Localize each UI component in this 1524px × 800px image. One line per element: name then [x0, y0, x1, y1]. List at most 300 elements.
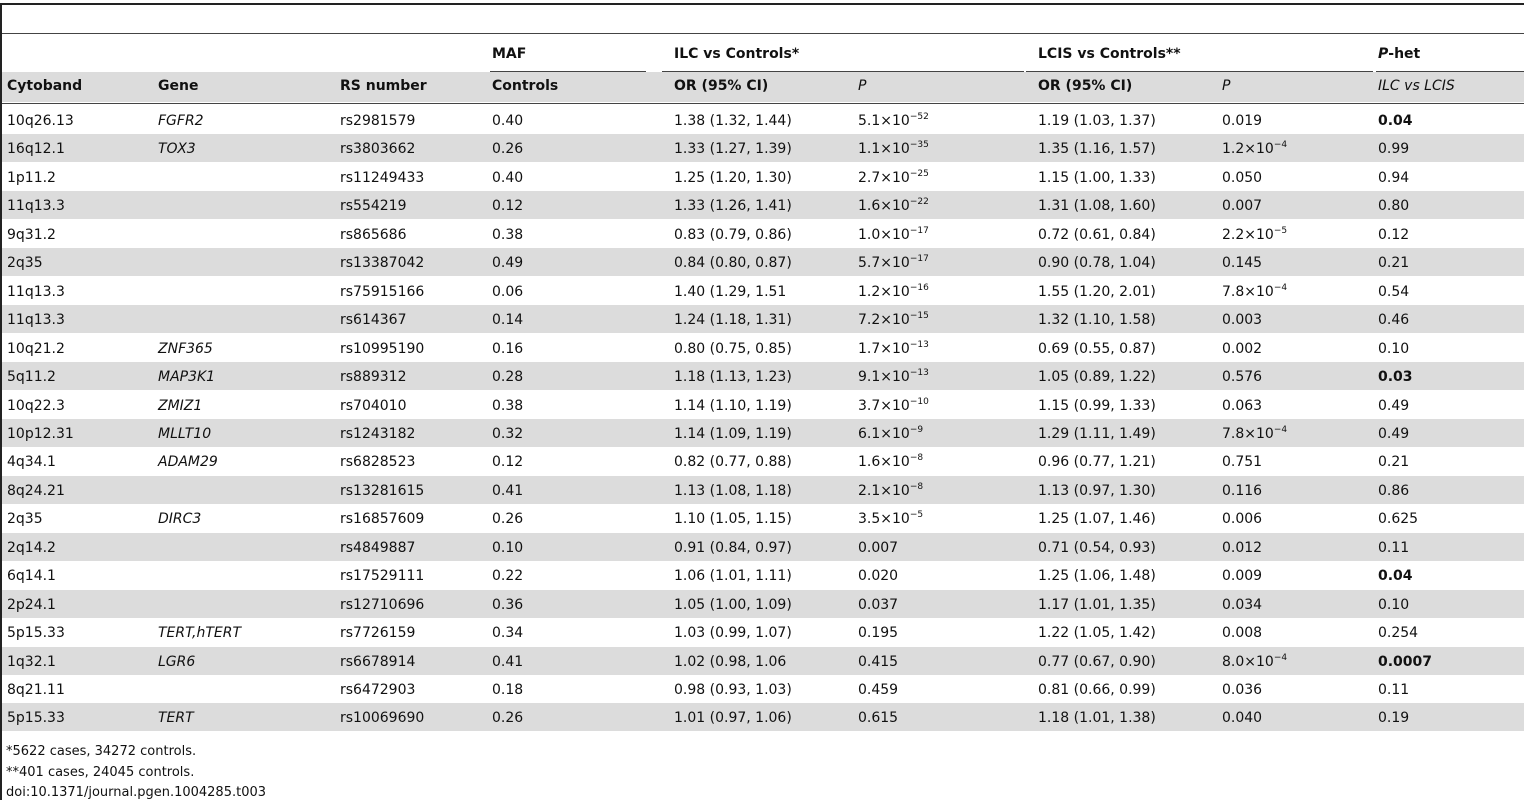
- cell-value: 0.26: [492, 511, 524, 528]
- cell-ilc-p: [858, 426, 923, 442]
- exponent: −35: [909, 140, 929, 151]
- cell-value: 0.012: [1222, 539, 1263, 556]
- exponent: −25: [909, 168, 929, 179]
- cell-maf: [492, 312, 523, 328]
- cell-cytoband: [7, 398, 65, 414]
- cell-value: rs2981579: [340, 113, 416, 129]
- cell-ilc-or: [674, 398, 792, 414]
- cell-ilc-or: [674, 255, 792, 271]
- cell-lcis-or: [1038, 341, 1156, 357]
- cell-ilc-p: [858, 113, 929, 129]
- cell-value: 11q13.3: [7, 312, 65, 329]
- col-lcis-p: P: [1222, 78, 1231, 94]
- cell-cytoband: [7, 710, 65, 726]
- cell-value: 0.576: [1222, 369, 1263, 386]
- cell-value: 0.46: [1378, 312, 1410, 329]
- cell-ilc-p: [858, 511, 923, 527]
- cell-ilc-or: [674, 454, 792, 470]
- cell-maf: [492, 511, 523, 527]
- cell-cytoband: [7, 312, 65, 328]
- cell-value: 1.06 (1.01, 1.11): [674, 568, 792, 585]
- cell-value: 0.14: [492, 312, 524, 329]
- cell-lcis-p: [1222, 597, 1262, 613]
- cell-value: 0.006: [1222, 511, 1263, 528]
- cell-lcis-or: [1038, 369, 1156, 385]
- cell-value: rs4849887: [340, 539, 416, 556]
- cell-ilc-or: [674, 312, 792, 328]
- cell-value: 5.7×10: [858, 255, 910, 272]
- cell-value: LGR6: [158, 653, 196, 670]
- cell-lcis-p: [1222, 198, 1262, 214]
- cell-gene: [158, 113, 204, 129]
- cell-ilc-p: [858, 568, 898, 584]
- cell-lcis-p: [1222, 398, 1262, 414]
- col-ilc-or: OR (95% CI): [674, 78, 769, 94]
- cell-lcis-p: [1222, 113, 1262, 129]
- cell-lcis-p: [1222, 625, 1262, 641]
- cell-ilc-or: [674, 597, 792, 613]
- cell-value: rs865686: [340, 226, 407, 243]
- cell-ilc-or: [674, 341, 792, 357]
- cell-phet: [1378, 597, 1409, 613]
- cell-ilc-p: [858, 198, 929, 214]
- cell-value: 1.29 (1.11, 1.49): [1038, 425, 1156, 442]
- cell-ilc-or: [674, 369, 792, 385]
- cell-value: 1.13 (1.08, 1.18): [674, 482, 792, 499]
- cell-lcis-or: [1038, 312, 1156, 328]
- cell-value: 0.06: [492, 283, 524, 300]
- cell-value: rs3803662: [340, 141, 416, 158]
- rule-phet: [1376, 71, 1524, 72]
- cell-rs: [340, 511, 424, 527]
- cell-rs: [340, 682, 415, 698]
- cell-maf: [492, 568, 523, 584]
- cell-ilc-p: [858, 710, 898, 726]
- col-lcis-or: OR (95% CI): [1038, 78, 1133, 94]
- cell-value: 1.05 (1.00, 1.09): [674, 596, 792, 613]
- cell-rs: [340, 654, 415, 670]
- cell-phet: [1378, 170, 1409, 186]
- group-ilc: ILC vs Controls*: [674, 46, 800, 62]
- cell-value: 3.7×10: [858, 397, 910, 414]
- cell-value: 0.26: [492, 141, 524, 158]
- cell-ilc-p: [858, 170, 929, 186]
- cell-value: 0.94: [1378, 169, 1410, 186]
- cell-value: 1.14 (1.09, 1.19): [674, 425, 792, 442]
- cell-ilc-p: [858, 255, 929, 271]
- cell-value: 0.38: [492, 397, 524, 414]
- cell-maf: [492, 341, 523, 357]
- cell-value: 1.25 (1.06, 1.48): [1038, 568, 1156, 585]
- cell-value: 1.13 (0.97, 1.30): [1038, 482, 1156, 499]
- cell-value: 0.80: [1378, 198, 1410, 215]
- cell-value: 0.007: [1222, 198, 1263, 215]
- cell-ilc-or: [674, 113, 792, 129]
- cell-cytoband: [7, 568, 56, 584]
- cell-value: 10p12.31: [7, 425, 74, 442]
- cell-value: 4q34.1: [7, 454, 56, 471]
- footnote-lcis: **401 cases, 24045 controls.: [6, 765, 195, 780]
- cell-rs: [340, 341, 424, 357]
- cell-value: 1.18 (1.01, 1.38): [1038, 710, 1156, 727]
- cell-value: 0.459: [858, 682, 899, 698]
- exponent: −4: [1273, 424, 1288, 435]
- cell-ilc-p: [858, 540, 898, 556]
- cell-ilc-or: [674, 625, 792, 641]
- cell-value: 0.12: [492, 198, 524, 215]
- cell-value: 9.1×10: [858, 369, 910, 386]
- cell-value: rs6828523: [340, 454, 416, 471]
- cell-value: 0.002: [1222, 340, 1263, 357]
- cell-value: 0.12: [1378, 226, 1410, 243]
- cell-value: rs12710696: [340, 596, 425, 613]
- cell-gene: [158, 341, 213, 357]
- cell-ilc-or: [674, 682, 792, 698]
- cell-value: 10q22.3: [7, 397, 65, 414]
- cell-value: 2.2×10: [1222, 226, 1274, 243]
- cell-ilc-or: [674, 511, 792, 527]
- cell-value: 0.10: [1378, 340, 1410, 357]
- cell-value: rs17529111: [340, 568, 425, 585]
- cell-value: 16q12.1: [7, 141, 65, 158]
- cell-maf: [492, 369, 523, 385]
- cell-phet: [1378, 341, 1409, 357]
- cell-value: 0.751: [1222, 454, 1263, 471]
- cell-ilc-p: [858, 227, 929, 243]
- cell-lcis-p: [1222, 710, 1262, 726]
- exponent: −4: [1273, 140, 1288, 151]
- cell-value: 1.05 (0.89, 1.22): [1038, 369, 1156, 386]
- cell-value: 1.25 (1.20, 1.30): [674, 169, 792, 186]
- cell-value: 0.21: [1378, 454, 1410, 471]
- col-ilc-p: P: [858, 78, 867, 94]
- cell-lcis-or: [1038, 426, 1156, 442]
- cell-phet: [1378, 426, 1409, 442]
- cell-value: 0.91 (0.84, 0.97): [674, 539, 792, 556]
- cell-lcis-or: [1038, 113, 1156, 129]
- cell-lcis-p: [1222, 426, 1287, 442]
- cell-gene: [158, 511, 201, 527]
- cell-gene: [158, 141, 196, 157]
- col-cytoband: Cytoband: [7, 78, 83, 94]
- group-phet: [1378, 46, 1420, 62]
- rule-ilc: [662, 71, 1024, 72]
- cell-maf: [492, 710, 523, 726]
- exponent: −5: [909, 510, 924, 521]
- doi-line: doi:10.1371/journal.pgen.1004285.t003: [6, 785, 267, 800]
- cell-value: 0.34: [492, 625, 524, 642]
- cell-value: 0.81 (0.66, 0.99): [1038, 682, 1156, 698]
- cell-value: 0.009: [1222, 568, 1263, 585]
- cell-rs: [340, 398, 407, 414]
- cell-value: 5p15.33: [7, 710, 65, 727]
- exponent: −4: [1273, 652, 1288, 663]
- rule-maf: [490, 71, 646, 72]
- cell-value: 0.019: [1222, 113, 1263, 129]
- cell-value: 1.25 (1.07, 1.46): [1038, 511, 1156, 528]
- cell-value: 0.84 (0.80, 0.87): [674, 255, 792, 272]
- cell-lcis-p: [1222, 540, 1262, 556]
- cell-gene: [158, 398, 202, 414]
- cell-lcis-or: [1038, 710, 1156, 726]
- cell-cytoband: [7, 483, 65, 499]
- cell-rs: [340, 454, 415, 470]
- cell-value: rs10995190: [340, 340, 425, 357]
- cell-value: 1.18 (1.13, 1.23): [674, 369, 792, 386]
- cell-value: TERT,hTERT: [158, 625, 242, 642]
- cell-ilc-or: [674, 284, 786, 300]
- cell-cytoband: [7, 198, 65, 214]
- cell-ilc-or: [674, 568, 792, 584]
- cell-phet: [1378, 654, 1432, 670]
- col-rs-number: RS number: [340, 78, 427, 94]
- cell-gene: [158, 426, 211, 442]
- cell-value: 0.145: [1222, 255, 1263, 272]
- cell-value: 9q31.2: [7, 226, 56, 243]
- cell-rs: [340, 540, 415, 556]
- cell-phet: [1378, 682, 1409, 698]
- cell-value: 8q21.11: [7, 682, 65, 698]
- cell-value: 0.615: [858, 710, 899, 727]
- cell-value: rs614367: [340, 312, 407, 329]
- cell-value: 6.1×10: [858, 425, 910, 442]
- cell-cytoband: [7, 511, 43, 527]
- cell-value: rs889312: [340, 369, 407, 386]
- cell-value: 1.7×10: [858, 340, 910, 357]
- cell-lcis-p: [1222, 483, 1262, 499]
- cell-value: 0.10: [1378, 596, 1410, 613]
- cell-value: 1.2×10: [858, 283, 910, 300]
- exponent: −17: [909, 225, 929, 236]
- cell-lcis-or: [1038, 141, 1156, 157]
- cell-value: 7.2×10: [858, 312, 910, 329]
- cell-value: 1.38 (1.32, 1.44): [674, 113, 792, 129]
- cell-value: TERT: [158, 710, 194, 727]
- exponent: −15: [909, 311, 929, 322]
- left-rule: [0, 3, 2, 800]
- cell-value: 5q11.2: [7, 369, 56, 386]
- cell-ilc-or: [674, 540, 792, 556]
- cell-maf: [492, 113, 523, 129]
- group-maf: MAF: [492, 46, 527, 62]
- cell-rs: [340, 170, 424, 186]
- cell-rs: [340, 141, 415, 157]
- cell-value: 0.04: [1378, 113, 1413, 129]
- cell-value: 1.33 (1.26, 1.41): [674, 198, 792, 215]
- top-rule: [0, 3, 1524, 5]
- cell-phet: [1378, 113, 1413, 129]
- cell-lcis-p: [1222, 454, 1262, 470]
- exponent: −17: [909, 254, 929, 265]
- cell-value: 11q13.3: [7, 198, 65, 215]
- rule-under-header: [2, 103, 1524, 104]
- cell-phet: [1378, 312, 1409, 328]
- cell-value: 0.040: [1222, 710, 1263, 727]
- cell-value: 0.98 (0.93, 1.03): [674, 682, 792, 698]
- cell-value: 0.28: [492, 369, 524, 386]
- cell-ilc-p: [858, 625, 898, 641]
- cell-value: 0.40: [492, 113, 524, 129]
- cell-value: 2.1×10: [858, 482, 910, 499]
- cell-lcis-p: [1222, 568, 1262, 584]
- cell-phet: [1378, 141, 1409, 157]
- cell-ilc-or: [674, 170, 792, 186]
- cell-value: 1.31 (1.08, 1.60): [1038, 198, 1156, 215]
- cell-value: 0.71 (0.54, 0.93): [1038, 539, 1156, 556]
- cell-phet: [1378, 227, 1409, 243]
- cell-gene: [158, 369, 215, 385]
- cell-lcis-p: [1222, 369, 1262, 385]
- cell-lcis-p: [1222, 312, 1262, 328]
- cell-value: 5p15.33: [7, 625, 65, 642]
- cell-lcis-p: [1222, 227, 1287, 243]
- cell-maf: [492, 597, 523, 613]
- cell-value: 1.24 (1.18, 1.31): [674, 312, 792, 329]
- cell-phet: [1378, 568, 1413, 584]
- cell-lcis-p: [1222, 341, 1262, 357]
- cell-value: 1.15 (1.00, 1.33): [1038, 169, 1156, 186]
- cell-cytoband: [7, 369, 56, 385]
- cell-cytoband: [7, 682, 65, 698]
- cell-value: rs75915166: [340, 283, 425, 300]
- cell-value: MAP3K1: [158, 369, 216, 386]
- cell-value: 0.36: [492, 596, 524, 613]
- cell-value: 1.02 (0.98, 1.06: [674, 653, 787, 670]
- cell-value: 0.21: [1378, 255, 1410, 272]
- cell-value: 1.33 (1.27, 1.39): [674, 141, 792, 158]
- cell-phet: [1378, 198, 1409, 214]
- cell-value: rs13387042: [340, 255, 425, 272]
- cell-phet: [1378, 369, 1413, 385]
- cell-value: 1.03 (0.99, 1.07): [674, 625, 792, 642]
- cell-lcis-p: [1222, 141, 1287, 157]
- cell-ilc-or: [674, 654, 786, 670]
- cell-lcis-or: [1038, 255, 1156, 271]
- cell-value: 11q13.3: [7, 283, 65, 300]
- cell-rs: [340, 312, 407, 328]
- cell-cytoband: [7, 426, 74, 442]
- cell-value: 0.116: [1222, 482, 1263, 499]
- cell-cytoband: [7, 284, 65, 300]
- cell-value: 1.35 (1.16, 1.57): [1038, 141, 1156, 158]
- cell-value: 1.32 (1.10, 1.58): [1038, 312, 1156, 329]
- cell-value: 0.625: [1378, 511, 1419, 528]
- cell-lcis-or: [1038, 398, 1156, 414]
- cell-value: 0.007: [858, 539, 899, 556]
- cell-rs: [340, 198, 407, 214]
- cell-phet: [1378, 483, 1409, 499]
- cell-ilc-or: [674, 426, 792, 442]
- cell-ilc-p: [858, 483, 923, 499]
- cell-value: 0.008: [1222, 625, 1263, 642]
- cell-value: 8.0×10: [1222, 653, 1274, 670]
- cell-ilc-p: [858, 597, 898, 613]
- cell-rs: [340, 710, 424, 726]
- cell-cytoband: [7, 597, 56, 613]
- cell-lcis-or: [1038, 198, 1156, 214]
- exponent: −13: [909, 339, 929, 350]
- cell-value: ADAM29: [158, 454, 218, 471]
- col-maf-controls: Controls: [492, 78, 559, 94]
- cell-value: ZNF365: [158, 340, 213, 357]
- cell-value: 5.1×10: [858, 113, 910, 129]
- cell-value: 0.16: [492, 340, 524, 357]
- cell-value: 1.6×10: [858, 454, 910, 471]
- cell-lcis-p: [1222, 682, 1262, 698]
- cell-value: FGFR2: [158, 113, 204, 129]
- exponent: −9: [909, 424, 924, 435]
- cell-value: 1q32.1: [7, 653, 56, 670]
- cell-ilc-p: [858, 369, 929, 385]
- cell-ilc-or: [674, 141, 792, 157]
- cell-value: 0.49: [492, 255, 524, 272]
- cell-value: DIRC3: [158, 511, 202, 528]
- phet-suffix: -het: [1388, 46, 1421, 62]
- cell-cytoband: [7, 113, 74, 129]
- cell-rs: [340, 227, 407, 243]
- cell-value: 1.40 (1.29, 1.51: [674, 283, 787, 300]
- cell-ilc-or: [674, 198, 792, 214]
- cell-value: 0.19: [1378, 710, 1410, 727]
- cell-value: 0.54: [1378, 283, 1410, 300]
- cell-rs: [340, 113, 415, 129]
- cell-cytoband: [7, 141, 65, 157]
- cell-value: 7.8×10: [1222, 283, 1274, 300]
- cell-value: rs6472903: [340, 682, 416, 698]
- cell-value: 0.04: [1378, 568, 1413, 585]
- cell-value: 0.10: [492, 539, 524, 556]
- cell-maf: [492, 255, 523, 271]
- cell-value: 0.12: [492, 454, 524, 471]
- cell-value: 0.80 (0.75, 0.85): [674, 340, 792, 357]
- cell-value: 0.90 (0.78, 1.04): [1038, 255, 1156, 272]
- cell-value: 1.1×10: [858, 141, 910, 158]
- cell-value: 0.036: [1222, 682, 1263, 698]
- cell-value: 0.40: [492, 169, 524, 186]
- cell-cytoband: [7, 540, 56, 556]
- cell-value: 0.18: [492, 682, 524, 698]
- cell-value: 0.020: [858, 568, 899, 585]
- cell-value: 0.99: [1378, 141, 1410, 158]
- cell-value: TOX3: [158, 141, 196, 158]
- cell-lcis-or: [1038, 540, 1156, 556]
- cell-cytoband: [7, 341, 65, 357]
- cell-value: 0.82 (0.77, 0.88): [674, 454, 792, 471]
- cell-value: rs704010: [340, 397, 407, 414]
- cell-value: 0.254: [1378, 625, 1419, 642]
- cell-cytoband: [7, 625, 65, 641]
- cell-phet: [1378, 540, 1409, 556]
- cell-value: rs16857609: [340, 511, 425, 528]
- cell-gene: [158, 454, 218, 470]
- cell-rs: [340, 625, 415, 641]
- cell-value: rs1243182: [340, 425, 416, 442]
- cell-rs: [340, 568, 424, 584]
- cell-value: 0.41: [492, 653, 524, 670]
- exponent: −8: [909, 453, 924, 464]
- cell-maf: [492, 483, 523, 499]
- cell-value: rs10069690: [340, 710, 425, 727]
- cell-phet: [1378, 398, 1409, 414]
- cell-lcis-or: [1038, 227, 1156, 243]
- cell-value: 0.32: [492, 425, 524, 442]
- cell-ilc-or: [674, 710, 792, 726]
- cell-maf: [492, 654, 523, 670]
- cell-value: 0.69 (0.55, 0.87): [1038, 340, 1156, 357]
- cell-value: rs554219: [340, 198, 407, 215]
- cell-value: rs11249433: [340, 169, 425, 186]
- cell-value: 0.063: [1222, 397, 1263, 414]
